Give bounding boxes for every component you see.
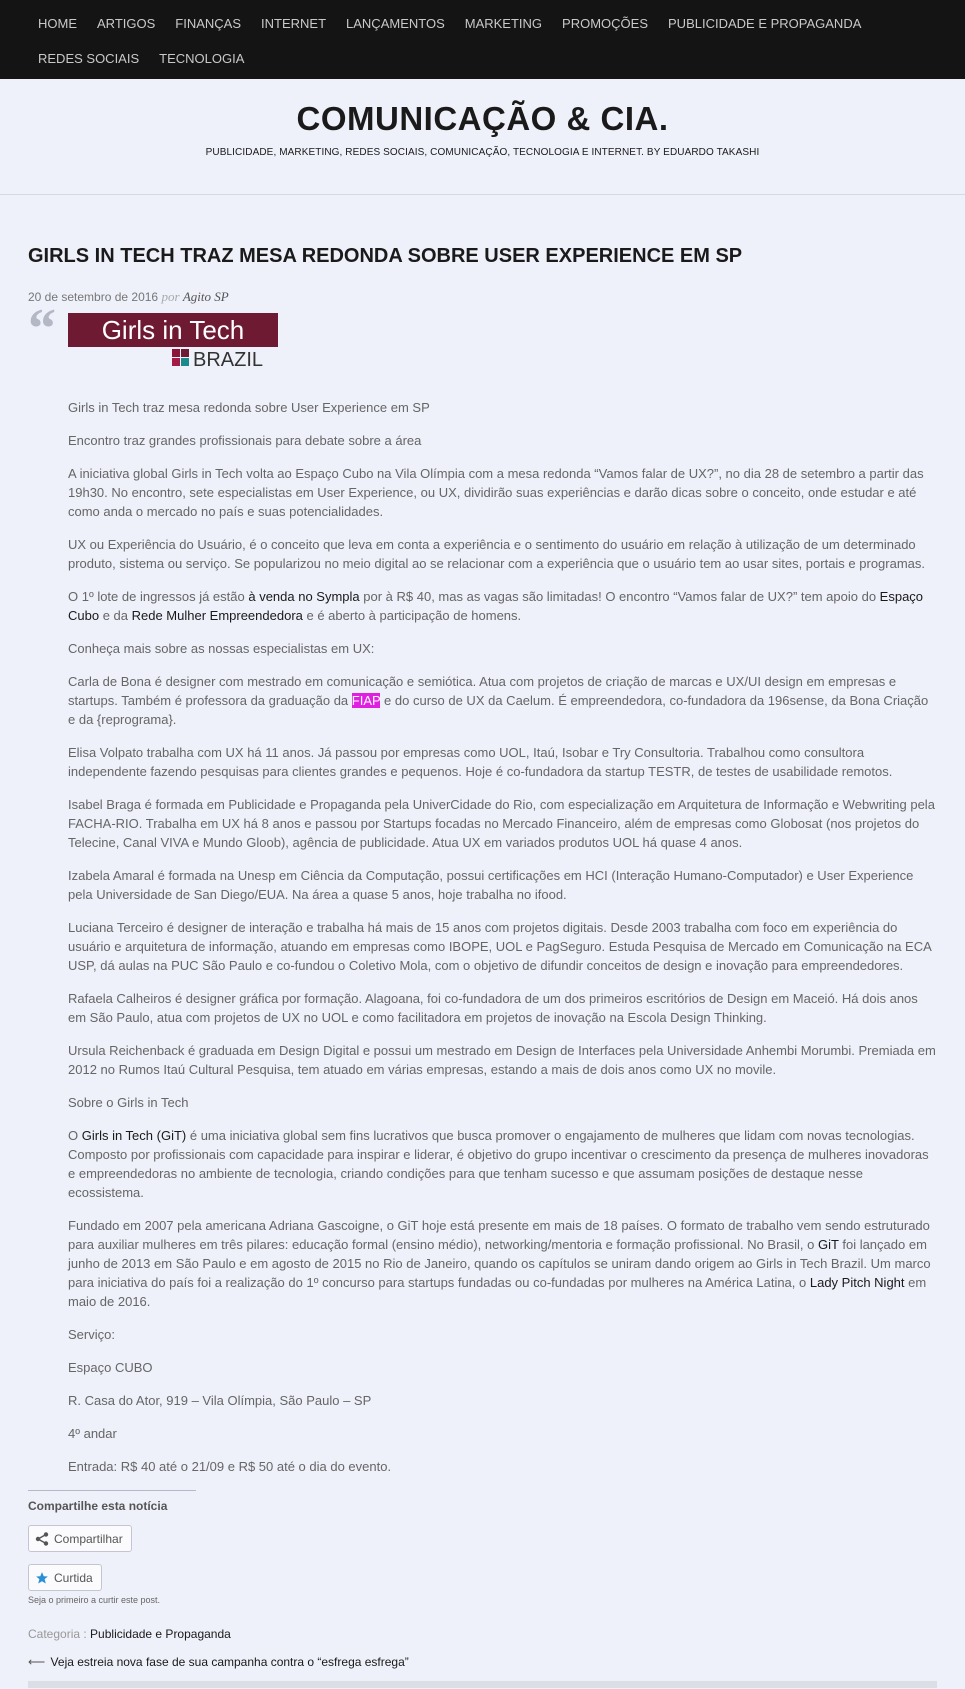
paragraph: UX ou Experiência do Usuário, é o conceito que leva em conta a experiência e o sentimento do usuário em relação à utilização de um determinado produto, sistema ou serviço. Se popularizou no meio digital ao se relacionar com a experiência que o usuário tem ao usar sites, portais e programas.: [68, 537, 926, 571]
paragraph: Espaço CUBO: [68, 1360, 153, 1375]
main-content: [0, 243, 965, 1688]
nav-item-artigos[interactable]: ARTIGOS: [97, 16, 156, 31]
previous-post-title[interactable]: Veja estreia nova fase de sua campanha contra o “esfrega esfrega”: [50, 1655, 409, 1669]
paragraph: Conheça mais sobre as nossas especialistas em UX:: [68, 641, 375, 656]
share-section: [28, 1490, 937, 1605]
post-body: [28, 298, 937, 1476]
paragraph: Isabel Braga é formada em Publicidade e Propaganda pela UniverCidade do Rio, com especialização em Arquitetura de Informação e Webwriting pela FACHA-RIO. Trabalha em UX há 8 anos e passou por Startups focadas no Mercado Financeiro, além de empresas como Globosat (nos projetos do Telecine, Canal VIVA e Mundo Gloob), agência de publicidade. Atua UX em variados produtos UOL há quase 4 anos.: [68, 797, 935, 850]
nav-item-promocoes[interactable]: PROMOÇÕES: [562, 16, 649, 31]
nav-item-tecnologia[interactable]: TECNOLOGIA: [159, 51, 245, 66]
paragraph: Carla de Bona é designer com mestrado em comunicação e semiótica. Atua com projetos de criação de marcas e UX/UI design em empresas e startups. Também é professora da graduação da FIAP e do curso de UX da Caelum. É empreendedora, co-fundadora da 196sense, da Bona Criação e da {reprograma}.: [68, 674, 929, 727]
paragraph: Luciana Terceiro é designer de interação e trabalha há mais de 15 anos com projetos digitais. Desde 2003 trabalha com foco em experiência do usuário e arquitetura de informação, atuando em empresas como IBOPE, UOL e PagSeguro. Estuda Pesquisa de Mercado em Comunicação na ECA USP, dá aulas na PUC São Paulo e co-fundou o Coletivo Mola, com o objetivo de difundir conceitos de design e inovação para empreendedores.: [68, 920, 932, 973]
likes-note: Seja o primeiro a curtir este post.: [28, 1595, 161, 1605]
share-button[interactable]: [28, 1525, 132, 1552]
paragraph: Girls in Tech traz mesa redonda sobre User Experience em SP: [68, 400, 430, 415]
post-meta: [28, 289, 937, 305]
quote-icon: “: [28, 298, 56, 360]
paragraph: O 1º lote de ingressos já estão à venda no Sympla por à R$ 40, mas as vagas são limitadas! O encontro “Vamos falar de UX?” tem apoio do Espaço Cubo e da Rede Mulher Empreendedora e é aberto à participação de homens.: [68, 589, 924, 623]
previous-post-link[interactable]: [28, 1655, 937, 1669]
paragraph: O Girls in Tech (GiT) é uma iniciativa global sem fins lucrativos que busca promover o engajamento de mulheres que lidam com novas tecnologias. Composto por profissionais com capacidade para inspirar e liderar, é objetivo do grupo incentivar o crescimento da presença de mulheres inovadoras e empreendedoras no ambiente de tecnologia, criando condições para que tenham sucesso e que assumam posições de destaque nesse ecossistema.: [68, 1128, 929, 1200]
post-title: GIRLS IN TECH TRAZ MESA REDONDA SOBRE USER EXPERIENCE EM SP: [28, 245, 743, 267]
link-rede-mulher-empreendedora[interactable]: Rede Mulher Empreendedora: [131, 608, 303, 623]
star-icon: [35, 1571, 49, 1585]
category-link[interactable]: Publicidade e Propaganda: [90, 1627, 231, 1641]
site-tagline: PUBLICIDADE, MARKETING, REDES SOCIAIS, COMUNICAÇÃO, TECNOLOGIA E INTERNET. BY EDUARDO TAKASHI: [205, 147, 760, 158]
nav-item-redes-sociais[interactable]: REDES SOCIAIS: [38, 51, 140, 66]
link-girls-in-tech[interactable]: Girls in Tech (GiT): [81, 1128, 187, 1143]
site-header: [0, 79, 965, 195]
girls-in-tech-brazil-logo: [68, 313, 278, 371]
like-button-label: Curtida: [54, 1570, 93, 1585]
top-navigation: [0, 0, 965, 79]
nav-menu: [28, 6, 937, 76]
category-label: Categoria :: [28, 1627, 87, 1641]
paragraph: R. Casa do Ator, 919 – Vila Olímpia, São Paulo – SP: [68, 1393, 372, 1408]
logo-text-country: BRAZIL: [193, 349, 264, 371]
paragraph: Serviço:: [68, 1327, 115, 1342]
paragraph: Entrada: R$ 40 até o 21/09 e R$ 50 até o dia do evento.: [68, 1459, 392, 1474]
bottom-divider: [28, 1681, 937, 1688]
like-button[interactable]: [28, 1564, 102, 1591]
nav-item-internet[interactable]: INTERNET: [261, 16, 327, 31]
paragraph: A iniciativa global Girls in Tech volta ao Espaço Cubo na Vila Olímpia com a mesa redonda “Vamos falar de UX?”, no dia 28 de setembro a partir das 19h30. No encontro, sete especialistas em User Experience, ou UX, dividirão suas experiências e darão dicas sobre o conceito, onde estudar e até como anda o mercado no país e suas potencialidades.: [68, 466, 924, 519]
nav-item-marketing[interactable]: MARKETING: [464, 16, 543, 31]
share-title: Compartilhe esta notícia: [28, 1499, 168, 1513]
link-fiap[interactable]: FIAP: [351, 693, 381, 708]
link-lady-pitch-night[interactable]: Lady Pitch Night: [809, 1275, 905, 1290]
paragraph: 4º andar: [68, 1426, 117, 1441]
arrow-left-icon: ⟵: [28, 1655, 46, 1669]
post-by-label: por: [161, 289, 180, 304]
paragraph: Izabela Amaral é formada na Unesp em Ciência da Computação, possui certificações em HCI (Interação Humano-Computador) e User Experience pela Universidade de San Diego/EUA. Na área a quase 5 anos, hoje trabalha no ifood.: [68, 868, 914, 902]
nav-item-home[interactable]: HOME: [38, 16, 77, 31]
logo-text-main: Girls in Tech: [101, 315, 245, 345]
link-git[interactable]: GiT: [818, 1237, 839, 1252]
link-espaco-cubo[interactable]: Espaço Cubo: [68, 589, 924, 623]
share-divider: [28, 1490, 196, 1491]
post-date[interactable]: 20 de setembro de 2016: [28, 290, 159, 304]
nav-item-lancamentos[interactable]: LANÇAMENTOS: [346, 16, 445, 31]
nav-item-financas[interactable]: FINANÇAS: [175, 16, 242, 31]
paragraph: Encontro traz grandes profissionais para debate sobre a área: [68, 433, 422, 448]
post-author[interactable]: Agito SP: [182, 289, 229, 304]
paragraph: Rafaela Calheiros é designer gráfica por formação. Alagoana, foi co-fundadora de um dos primeiros escritórios de Design em Maceió. Há dois anos em São Paulo, atua com projetos de UX no UOL e como facilitadora em projetos de inovação na Escola Design Thinking.: [68, 991, 918, 1025]
post-category: [28, 1627, 937, 1641]
site-title[interactable]: COMUNICAÇÃO & CIA.: [296, 100, 669, 137]
nav-item-publicidade[interactable]: PUBLICIDADE E PROPAGANDA: [668, 16, 862, 31]
link-sympla[interactable]: à venda no Sympla: [248, 589, 360, 604]
share-button-label: Compartilhar: [54, 1531, 123, 1546]
paragraph: Elisa Volpato trabalha com UX há 11 anos. Já passou por empresas como UOL, Itaú, Isobar e Try Consultoria. Trabalhou como consultora independente fazendo pesquisas para clientes grandes e pequenos. Hoje é co-fundadora da startup TESTR, de testes de usabilidade remotos.: [68, 745, 893, 779]
paragraph: Sobre o Girls in Tech: [68, 1095, 189, 1110]
paragraph: Fundado em 2007 pela americana Adriana Gascoigne, o GiT hoje está presente em mais de 18 países. O formato de trabalho vem sendo estruturado para auxiliar mulheres em três pilares: educação formal (ensino médio), networking/mentoria e formação profissional. No Brasil, o GiT foi lançado em junho de 2013 em São Paulo e em agosto de 2015 no Rio de Janeiro, quando os capítulos se uniram dando origem ao Girls in Tech Brazil. Um marco para iniciativa do país foi a realização do 1º concurso para startups fundadas ou co-fundadas por mulheres na América Latina, o Lady Pitch Night em maio de 2016.: [68, 1218, 931, 1309]
paragraph: Ursula Reichenback é graduada em Design Digital e possui um mestrado em Design de Interfaces pela Universidade Anhembi Morumbi. Premiada em 2012 no Rumos Itaú Cultural Pesquisa, tem atuado em várias empresas, estando a mais de dois anos como UX no movile.: [68, 1043, 936, 1077]
share-icon: [35, 1532, 49, 1546]
